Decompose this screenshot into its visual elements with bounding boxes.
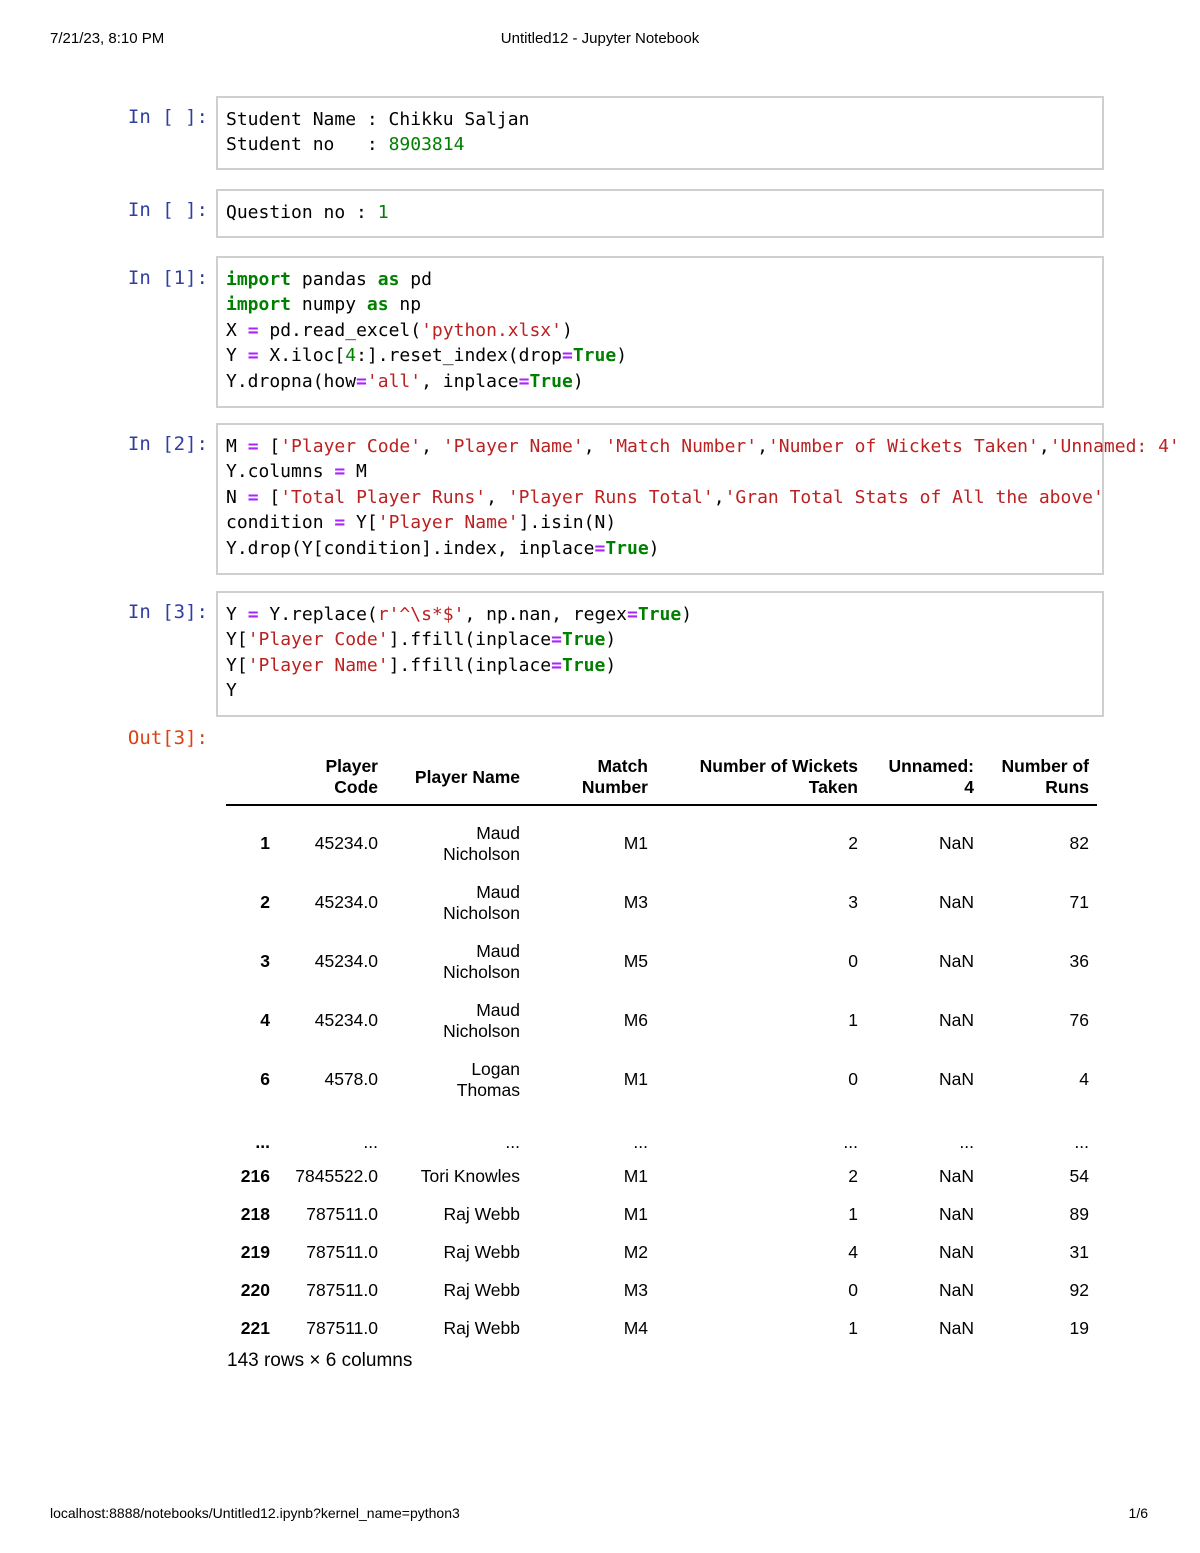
cell-match-number: M4 — [623, 1317, 648, 1338]
code-token: 'Total Player Runs' — [280, 486, 487, 508]
code-token: Y.drop(Y[condition].index, inplace — [226, 537, 595, 559]
cell-runs: 89 — [1069, 1203, 1089, 1224]
cell-player-name: Raj Webb — [443, 1317, 520, 1338]
cell-prompt: In [ ]: — [127, 199, 208, 221]
cell-player-name: Raj Webb — [443, 1279, 520, 1300]
code-token: ) — [605, 629, 617, 651]
row-index: 2 — [260, 892, 270, 912]
cell-match-number: M3 — [623, 892, 648, 912]
cell-runs: 36 — [1069, 951, 1089, 971]
code-token: = — [561, 345, 573, 367]
code-token: Student no : — [226, 134, 389, 156]
cell-player-code: 45234.0 — [314, 833, 378, 853]
code-token: = — [247, 486, 259, 508]
code-token: = — [518, 370, 530, 392]
cell-wickets: 0 — [848, 1069, 858, 1089]
code-token: , np.nan, regex — [464, 604, 628, 625]
cell-runs: 19 — [1069, 1317, 1089, 1338]
code-token: numpy — [291, 294, 367, 316]
code-token: True — [572, 345, 617, 367]
code-token: N — [226, 486, 248, 508]
row-index: 6 — [260, 1069, 270, 1089]
cell-player-code: 4578.0 — [324, 1069, 378, 1089]
cell-wickets: 3 — [848, 892, 858, 912]
table-row — [226, 1050, 1097, 1109]
cell-player-code: 787511.0 — [306, 1241, 378, 1262]
print-url: localhost:8888/notebooks/Untitled12.ipynb?kernel_name=python3 — [50, 1505, 460, 1521]
code-token: 'Gran Total Stats of All the above' — [724, 486, 1104, 508]
column-header: Number of Runs — [982, 750, 1097, 805]
print-datetime: 7/21/23, 8:10 PM — [50, 30, 165, 47]
code-token: 8903814 — [388, 134, 465, 156]
cell-wickets: 2 — [848, 1165, 858, 1186]
cell-unnamed: ... — [959, 1132, 974, 1152]
row-index: ... — [255, 1132, 270, 1152]
code-token: 4 — [345, 345, 357, 367]
code-token: , — [583, 436, 606, 457]
cell-player-name: Logan Thomas — [456, 1058, 520, 1100]
code-text[interactable] — [218, 258, 1102, 394]
code-token: = — [247, 604, 259, 625]
code-token: ].ffill(inplace — [388, 629, 552, 651]
code-text[interactable] — [218, 425, 1180, 561]
code-token: Y — [226, 680, 237, 702]
row-index: 221 — [240, 1317, 270, 1338]
code-token: = — [551, 629, 562, 651]
column-header: Player Code — [278, 750, 386, 805]
cell-unnamed: NaN — [938, 1203, 974, 1224]
column-header: Unnamed: 4 — [866, 750, 982, 805]
cell-player-code: 45234.0 — [314, 951, 378, 971]
cell-match-number: M1 — [623, 1165, 648, 1186]
cell-player-name: Maud Nicholson — [443, 940, 520, 982]
cell-unnamed: NaN — [938, 1165, 974, 1186]
code-cell-imports[interactable] — [216, 256, 1104, 408]
code-token: True — [529, 370, 573, 392]
cell-match-number: M6 — [623, 1010, 648, 1030]
code-token: 'Player Name' — [377, 512, 519, 534]
code-token: , — [421, 436, 443, 457]
cell-runs: 54 — [1069, 1165, 1089, 1186]
cell-wickets: 4 — [848, 1241, 858, 1262]
dataframe-table — [226, 750, 1097, 1347]
cell-match-number: M2 — [623, 1241, 648, 1262]
cell-player-code: 787511.0 — [306, 1203, 378, 1224]
table-row — [226, 991, 1097, 1050]
cell-prompt: In [2]: — [127, 433, 208, 455]
cell-unnamed: NaN — [938, 1069, 974, 1089]
code-token: 'python.xlsx' — [421, 319, 562, 341]
code-token: Y — [226, 604, 248, 625]
code-cell-cleanup[interactable] — [216, 591, 1104, 717]
code-token: = — [627, 604, 638, 625]
cell-match-number: ... — [633, 1132, 648, 1152]
code-token: ) — [605, 654, 617, 676]
cell-player-code: 45234.0 — [314, 1010, 378, 1030]
code-token: ) — [648, 537, 660, 559]
column-header: Player Name — [386, 750, 528, 805]
cell-match-number: M5 — [623, 951, 648, 971]
code-token: True — [561, 654, 606, 676]
code-token: Student Name : Chikku Saljan — [226, 109, 530, 130]
code-token: = — [247, 345, 259, 367]
cell-match-number: M1 — [623, 1069, 648, 1089]
column-header: Match Number — [528, 750, 656, 805]
cell-unnamed: NaN — [938, 833, 974, 853]
table-row — [226, 814, 1097, 873]
code-token: True — [605, 537, 649, 559]
cell-runs: 31 — [1069, 1241, 1089, 1262]
code-token: = — [594, 537, 606, 559]
code-token: Question no : — [226, 202, 378, 223]
code-token: 'Unnamed: 4' — [1049, 436, 1180, 457]
code-cell-question[interactable] — [216, 189, 1104, 238]
code-token: ].ffill(inplace — [388, 654, 552, 676]
code-token: ) — [572, 370, 584, 392]
row-index: 216 — [240, 1165, 270, 1186]
cell-runs: 4 — [1079, 1069, 1089, 1089]
column-header: Number of Wickets Taken — [656, 750, 866, 805]
cell-runs: ... — [1074, 1132, 1089, 1152]
code-token: , — [757, 436, 768, 457]
cell-unnamed: NaN — [938, 1241, 974, 1262]
code-token: , — [713, 486, 725, 508]
code-token: M — [226, 436, 248, 457]
code-token: 'Player Code' — [247, 629, 389, 651]
code-token: 'Player Runs Total' — [507, 486, 714, 508]
cell-player-name: Raj Webb — [443, 1203, 520, 1224]
code-token: 'Player Name' — [442, 436, 584, 457]
code-token: , — [486, 486, 508, 508]
cell-match-number: M3 — [623, 1279, 648, 1300]
cell-player-name: Maud Nicholson — [443, 999, 520, 1041]
cell-unnamed: NaN — [938, 892, 974, 912]
code-token: = — [334, 461, 346, 483]
table-header-row — [226, 750, 1097, 805]
cell-unnamed: NaN — [938, 951, 974, 971]
code-token: Y.columns — [226, 461, 335, 483]
code-token: r'^\s*$' — [377, 604, 465, 625]
table-row — [226, 1271, 1097, 1309]
code-token: ].isin(N) — [518, 512, 617, 534]
code-token: import — [226, 294, 292, 316]
code-token: Y — [226, 345, 248, 367]
cell-wickets: 1 — [848, 1317, 858, 1338]
code-token: Y.replace( — [258, 604, 378, 625]
code-token: X.iloc[ — [258, 345, 346, 367]
cell-unnamed: NaN — [938, 1317, 974, 1338]
code-token: , — [1038, 436, 1050, 457]
code-token: condition — [226, 512, 335, 534]
code-token: :].reset_index(drop — [356, 345, 562, 367]
row-index: 219 — [240, 1241, 270, 1262]
cell-runs: 71 — [1069, 892, 1089, 912]
code-token: 'Player Name' — [247, 654, 389, 676]
print-page-number: 1/6 — [1128, 1505, 1148, 1521]
code-text[interactable] — [218, 191, 1102, 225]
code-token: 'Number of Wickets Taken' — [767, 436, 1039, 457]
table-row — [226, 873, 1097, 932]
code-token: = — [247, 436, 259, 457]
code-token: ) — [561, 319, 573, 341]
code-token: Y.dropna(how — [226, 370, 357, 392]
cell-runs: 82 — [1069, 833, 1089, 853]
code-token: True — [561, 629, 606, 651]
code-token: M — [345, 461, 367, 483]
cell-runs: 92 — [1069, 1279, 1089, 1300]
code-token: X — [226, 319, 248, 341]
code-token: ) — [681, 604, 693, 625]
cell-wickets: 2 — [848, 833, 858, 853]
cell-player-code: 787511.0 — [306, 1279, 378, 1300]
code-token: as — [377, 269, 400, 290]
print-title: Untitled12 - Jupyter Notebook — [500, 30, 700, 47]
code-token: True — [637, 604, 682, 625]
table-row — [226, 1157, 1097, 1195]
code-token: as — [366, 294, 389, 316]
cell-unnamed: NaN — [938, 1010, 974, 1030]
code-token: = — [334, 512, 346, 534]
cell-unnamed: NaN — [938, 1279, 974, 1300]
cell-wickets: 1 — [848, 1010, 858, 1030]
cell-match-number: M1 — [623, 1203, 648, 1224]
table-row — [226, 1309, 1097, 1347]
code-token: = — [247, 319, 259, 341]
cell-wickets: 0 — [848, 1279, 858, 1300]
code-token: Y[ — [226, 654, 248, 676]
cell-prompt: In [3]: — [127, 601, 208, 623]
code-token: Y[ — [226, 629, 248, 651]
code-token: , inplace — [421, 370, 519, 392]
code-text[interactable] — [218, 98, 1102, 158]
code-token: 'Player Code' — [280, 436, 422, 457]
table-row — [226, 932, 1097, 991]
code-token: [ — [258, 486, 281, 508]
dataframe-shape: 143 rows × 6 columns — [227, 1350, 413, 1371]
cell-prompt: In [ ]: — [127, 106, 208, 128]
code-token: pandas — [291, 269, 378, 290]
code-token: pd — [399, 269, 432, 290]
code-token: np — [388, 294, 422, 316]
output-prompt: Out[3]: — [127, 727, 208, 749]
code-token: [ — [258, 436, 281, 457]
code-token: ) — [616, 345, 628, 367]
cell-player-name: Raj Webb — [443, 1241, 520, 1262]
code-token: = — [551, 654, 562, 676]
table-row — [226, 1195, 1097, 1233]
cell-player-code: 7845522.0 — [295, 1165, 378, 1186]
code-token: = — [356, 370, 367, 392]
code-token: pd.read_excel( — [258, 319, 422, 341]
row-index: 1 — [260, 833, 270, 853]
code-text[interactable] — [218, 593, 1102, 704]
cell-wickets: ... — [843, 1132, 858, 1152]
row-index: 220 — [240, 1279, 270, 1300]
code-cell-student-info[interactable] — [216, 96, 1104, 170]
cell-wickets: 0 — [848, 951, 858, 971]
cell-player-name: Maud Nicholson — [443, 822, 520, 864]
cell-player-name: Maud Nicholson — [443, 881, 520, 923]
row-index: 3 — [260, 951, 270, 971]
cell-player-code: 45234.0 — [314, 892, 378, 912]
cell-player-name: ... — [505, 1132, 520, 1152]
cell-player-name: Tori Knowles — [420, 1165, 520, 1186]
code-token: 'Match Number' — [605, 436, 758, 457]
cell-player-code: 787511.0 — [306, 1317, 378, 1338]
code-token: 'all' — [366, 370, 422, 392]
index-header — [226, 750, 278, 805]
table-row — [226, 1233, 1097, 1271]
cell-match-number: M1 — [623, 833, 648, 853]
code-token: import — [226, 269, 292, 290]
cell-runs: 76 — [1069, 1010, 1089, 1030]
code-token: 1 — [377, 202, 389, 223]
row-index: 218 — [240, 1203, 270, 1224]
row-index: 4 — [260, 1010, 270, 1030]
cell-prompt: In [1]: — [127, 267, 208, 289]
code-token: Y[ — [345, 512, 378, 534]
table-row-ellipsis — [226, 1109, 1097, 1157]
cell-player-code: ... — [363, 1132, 378, 1152]
cell-wickets: 1 — [848, 1203, 858, 1224]
code-cell-columns[interactable] — [216, 423, 1180, 575]
